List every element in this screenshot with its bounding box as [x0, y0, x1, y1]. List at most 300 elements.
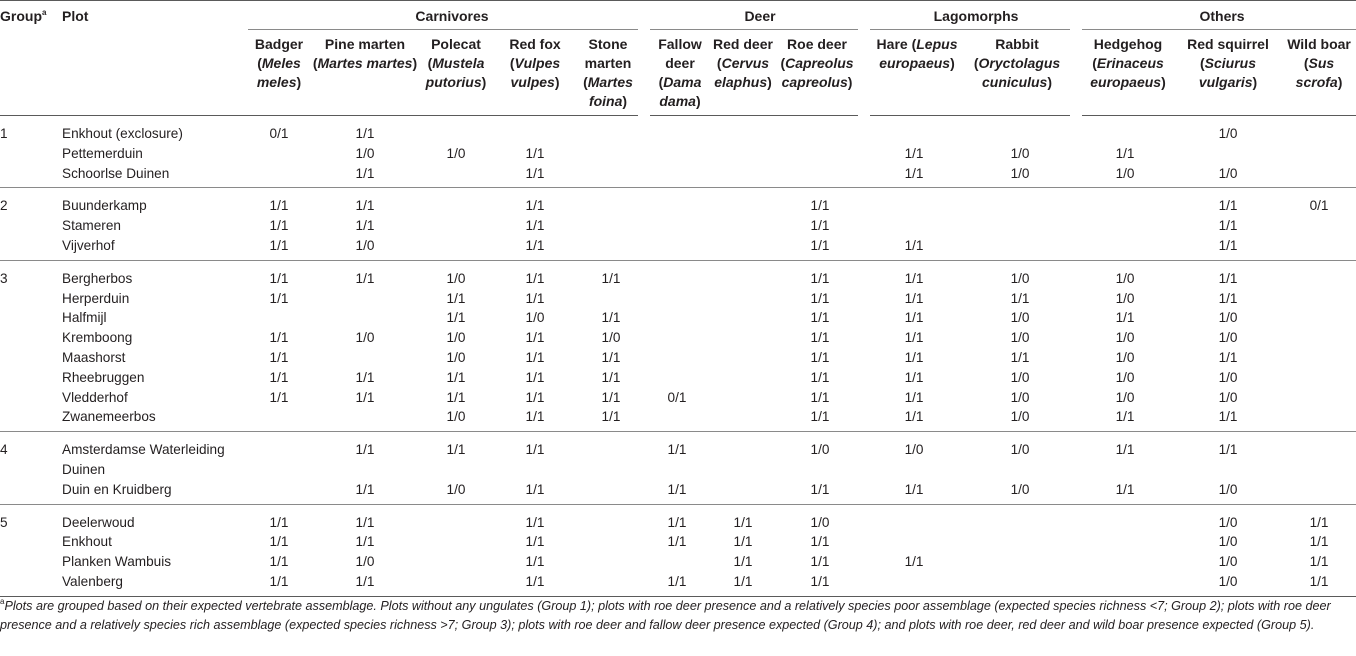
- occurrence-cell: 1/1: [446, 442, 466, 458]
- occurrence-cell: [1076, 188, 1174, 216]
- occurrence-cell: [420, 552, 492, 572]
- occurrence-cell: [310, 308, 420, 328]
- occurrence-cell: [964, 188, 1076, 216]
- occurrence-cell: 1/1: [525, 514, 545, 530]
- occurrence-cell: 1/1: [1309, 534, 1329, 550]
- group-number: [0, 144, 62, 164]
- table-row: [0, 328, 1356, 348]
- occurrence-cell: 1/1: [904, 554, 924, 570]
- occurrence-cell: 1/0: [1115, 270, 1135, 286]
- occurrence-cell: 1/1: [269, 369, 289, 385]
- occurrence-cell: [710, 216, 776, 236]
- table-row: [0, 308, 1356, 328]
- species-header-roe-deer: Roe deer (Capreolus capreolus): [776, 30, 864, 116]
- species-header-pine-marten: Pine marten (Martes martes): [310, 30, 420, 116]
- occurrence-cell: [1076, 236, 1174, 260]
- group-number: [0, 368, 62, 388]
- occurrence-cell: [864, 504, 964, 532]
- occurrence-cell: 1/1: [904, 369, 924, 385]
- occurrence-cell: 1/1: [525, 349, 545, 365]
- occurrence-cell: [1282, 116, 1356, 144]
- occurrence-cell: 1/0: [1010, 270, 1030, 286]
- occurrence-cell: 1/1: [1218, 349, 1238, 365]
- occurrence-cell: 1/1: [1218, 409, 1238, 425]
- occurrence-cell: [644, 164, 710, 188]
- plot-name: Stameren: [62, 218, 121, 234]
- occurrence-cell: 1/0: [1115, 349, 1135, 365]
- occurrence-cell: 1/1: [355, 218, 375, 234]
- plot-name: Duin en Kruidberg: [62, 481, 172, 497]
- occurrence-cell: [578, 116, 644, 144]
- occurrence-cell: 1/1: [1115, 145, 1135, 161]
- occurrence-cell: 1/1: [733, 514, 753, 530]
- occurrence-cell: 1/0: [1218, 534, 1238, 550]
- occurrence-cell: 1/1: [810, 310, 830, 326]
- occurrence-cell: [248, 144, 310, 164]
- occurrence-cell: [310, 289, 420, 309]
- occurrence-cell: 1/1: [525, 330, 545, 346]
- occurrence-cell: 1/1: [1115, 409, 1135, 425]
- occurrence-cell: [578, 188, 644, 216]
- occurrence-cell: [1076, 532, 1174, 552]
- table-footnote: $^a$Plots are grouped based on their expected vertebrate assemblage. Plots without any ungulates (Group 1); plots with roe deer presence and a relatively species poor assemblage (expected species richness <7; Group 2); plots with roe deer presence and a relatively species rich assemblage (expected species richness >7; Group 3); plots with roe deer and fallow deer presence expected (Group 4); and plots with roe deer, red deer and wild boar presence expected (Group 5).: [0, 596, 1356, 636]
- occurrence-cell: 1/0: [355, 145, 375, 161]
- occurrence-cell: [1076, 504, 1174, 532]
- plot-column-header: Plot: [62, 1, 248, 116]
- category-deer: Deer: [644, 1, 864, 30]
- occurrence-cell: [710, 348, 776, 368]
- occurrence-cell: [710, 368, 776, 388]
- occurrence-cell: [1076, 552, 1174, 572]
- occurrence-cell: [864, 532, 964, 552]
- occurrence-cell: 1/1: [904, 145, 924, 161]
- occurrence-cell: 1/1: [269, 349, 289, 365]
- occurrence-cell: 1/0: [1218, 165, 1238, 181]
- occurrence-cell: 1/1: [525, 573, 545, 589]
- occurrence-cell: 1/1: [810, 534, 830, 550]
- occurrence-cell: [644, 260, 710, 288]
- occurrence-cell: 1/1: [1218, 270, 1238, 286]
- occurrence-cell: 1/0: [1010, 310, 1030, 326]
- occurrence-cell: 1/1: [810, 218, 830, 234]
- occurrence-cell: 1/0: [1010, 442, 1030, 458]
- occurrence-cell: 1/1: [904, 409, 924, 425]
- table-row: [0, 407, 1356, 431]
- occurrence-cell: 1/1: [904, 290, 924, 306]
- occurrence-cell: 1/0: [446, 145, 466, 161]
- occurrence-cell: 1/1: [446, 369, 466, 385]
- occurrence-cell: 1/1: [733, 534, 753, 550]
- occurrence-cell: 1/1: [904, 389, 924, 405]
- occurrence-cell: [964, 532, 1076, 552]
- category-carnivores: Carnivores: [248, 1, 644, 30]
- occurrence-cell: 1/0: [1115, 330, 1135, 346]
- occurrence-cell: 0/1: [667, 389, 687, 405]
- occurrence-cell: 1/1: [525, 145, 545, 161]
- occurrence-cell: 1/1: [601, 409, 621, 425]
- occurrence-cell: [1076, 216, 1174, 236]
- species-header-badger: Badger (Meles meles): [248, 30, 310, 116]
- occurrence-cell: 1/1: [525, 409, 545, 425]
- table-row: [0, 260, 1356, 288]
- group-number: [0, 572, 62, 596]
- occurrence-cell: 1/1: [525, 369, 545, 385]
- table-row: [0, 552, 1356, 572]
- occurrence-cell: 1/0: [446, 330, 466, 346]
- occurrence-cell: [644, 236, 710, 260]
- occurrence-cell: 1/1: [269, 514, 289, 530]
- occurrence-cell: 1/1: [446, 310, 466, 326]
- plot-name: Vijverhof: [62, 237, 115, 253]
- occurrence-cell: 1/1: [904, 481, 924, 497]
- occurrence-cell: 1/1: [1309, 514, 1329, 530]
- occurrence-cell: [420, 164, 492, 188]
- occurrence-cell: 1/1: [810, 349, 830, 365]
- table-row: [0, 289, 1356, 309]
- occurrence-cell: 1/0: [1115, 165, 1135, 181]
- occurrence-cell: [1282, 216, 1356, 236]
- occurrence-cell: [420, 188, 492, 216]
- occurrence-cell: 1/1: [355, 514, 375, 530]
- plot-name: Vledderhof: [62, 389, 128, 405]
- occurrence-cell: [644, 144, 710, 164]
- occurrence-cell: 1/1: [525, 290, 545, 306]
- table-row: [0, 388, 1356, 408]
- occurrence-cell: [864, 216, 964, 236]
- occurrence-cell: [1282, 308, 1356, 328]
- species-header-stone-marten: Stone marten (Martes foina): [578, 30, 644, 116]
- table-row: [0, 144, 1356, 164]
- species-header-red-deer: Red deer (Cervus elaphus): [710, 30, 776, 116]
- occurrence-cell: [644, 116, 710, 144]
- plot-name: Enkhout: [62, 534, 112, 550]
- occurrence-cell: 1/1: [269, 237, 289, 253]
- occurrence-cell: 1/0: [1010, 165, 1030, 181]
- occurrence-cell: 1/1: [810, 481, 830, 497]
- occurrence-cell: 1/0: [1218, 481, 1238, 497]
- occurrence-cell: [644, 188, 710, 216]
- plot-name: Enkhout (exclosure): [62, 126, 183, 141]
- occurrence-cell: [710, 289, 776, 309]
- occurrence-cell: [420, 504, 492, 532]
- table-row: [0, 504, 1356, 532]
- occurrence-cell: 1/1: [355, 442, 375, 458]
- occurrence-cell: 1/1: [1218, 198, 1238, 214]
- occurrence-cell: 1/1: [525, 554, 545, 570]
- occurrence-cell: 1/1: [904, 165, 924, 181]
- plot-name: Pettemerduin: [62, 145, 143, 161]
- occurrence-cell: 1/0: [446, 270, 466, 286]
- occurrence-cell: 1/1: [525, 442, 545, 458]
- occurrence-cell: [310, 348, 420, 368]
- occurrence-cell: [710, 144, 776, 164]
- occurrence-cell: 1/1: [525, 481, 545, 497]
- occurrence-cell: [644, 216, 710, 236]
- occurrence-cell: 1/0: [1010, 145, 1030, 161]
- group-3-rows: [0, 260, 1356, 431]
- occurrence-cell: 1/1: [904, 270, 924, 286]
- occurrence-cell: [1282, 348, 1356, 368]
- occurrence-cell: 1/1: [525, 218, 545, 234]
- occurrence-cell: 1/1: [355, 165, 375, 181]
- occurrence-cell: [1282, 236, 1356, 260]
- occurrence-cell: [644, 368, 710, 388]
- group-number: [0, 552, 62, 572]
- occurrence-cell: 1/1: [355, 270, 375, 286]
- occurrence-cell: 1/0: [601, 330, 621, 346]
- occurrence-cell: [578, 552, 644, 572]
- occurrence-cell: 1/1: [355, 534, 375, 550]
- occurrence-cell: 1/0: [904, 442, 924, 458]
- occurrence-cell: [1282, 289, 1356, 309]
- category-others: Others: [1076, 1, 1356, 30]
- plot-name: Zwanemeerbos: [62, 409, 156, 425]
- occurrence-cell: [420, 236, 492, 260]
- occurrence-cell: [578, 532, 644, 552]
- occurrence-cell: 1/0: [1218, 310, 1238, 326]
- occurrence-cell: 1/1: [733, 573, 753, 589]
- occurrence-cell: [1282, 144, 1356, 164]
- occurrence-cell: [964, 552, 1076, 572]
- group-number: [0, 348, 62, 368]
- occurrence-cell: 1/1: [525, 389, 545, 405]
- occurrence-cell: 1/1: [810, 290, 830, 306]
- occurrence-cell: [964, 116, 1076, 144]
- occurrence-cell: 1/1: [1115, 442, 1135, 458]
- occurrence-cell: 1/0: [355, 554, 375, 570]
- table-row: [0, 236, 1356, 260]
- occurrence-cell: 1/1: [525, 198, 545, 214]
- plot-name: Buunderkamp: [62, 198, 147, 214]
- plot-name: Deelerwoud: [62, 514, 135, 530]
- occurrence-cell: [578, 480, 644, 504]
- occurrence-cell: 1/0: [1218, 126, 1238, 141]
- occurrence-cell: 1/0: [1218, 554, 1238, 570]
- group-number: [0, 328, 62, 348]
- occurrence-cell: [644, 407, 710, 431]
- occurrence-cell: 1/1: [446, 389, 466, 405]
- occurrence-cell: 1/1: [810, 330, 830, 346]
- occurrence-cell: 1/1: [667, 481, 687, 497]
- occurrence-cell: 1/1: [269, 534, 289, 550]
- table-row: [0, 368, 1356, 388]
- group-4-rows: [0, 432, 1356, 504]
- occurrence-cell: [248, 407, 310, 431]
- occurrence-cell: 1/1: [355, 126, 375, 141]
- occurrence-cell: [710, 388, 776, 408]
- occurrence-cell: [710, 188, 776, 216]
- occurrence-cell: 1/0: [810, 442, 830, 458]
- plot-name: Bergherbos: [62, 270, 133, 286]
- occurrence-cell: 1/1: [269, 198, 289, 214]
- occurrence-cell: 1/1: [1218, 218, 1238, 234]
- occurrence-cell: 1/0: [1010, 481, 1030, 497]
- table-row: [0, 480, 1356, 504]
- table-row: [0, 116, 1356, 144]
- occurrence-cell: 1/1: [1115, 310, 1135, 326]
- occurrence-cell: [310, 407, 420, 431]
- occurrence-cell: [248, 308, 310, 328]
- occurrence-cell: [578, 144, 644, 164]
- occurrence-cell: [420, 572, 492, 596]
- occurrence-cell: [644, 289, 710, 309]
- occurrence-cell: 1/1: [810, 237, 830, 253]
- occurrence-cell: 1/1: [525, 165, 545, 181]
- occurrence-cell: [1282, 432, 1356, 480]
- group-column-header: Group$^a$: [0, 1, 62, 116]
- plot-name: Planken Wambuis: [62, 554, 172, 570]
- occurrence-cell: [578, 572, 644, 596]
- group-number: [0, 164, 62, 188]
- occurrence-cell: [644, 348, 710, 368]
- occurrence-cell: [864, 572, 964, 596]
- group-number: 1: [0, 126, 8, 141]
- species-header-fallow-deer: Fallow deer (Dama dama): [644, 30, 710, 116]
- occurrence-cell: 1/1: [525, 534, 545, 550]
- occurrence-cell: 1/1: [269, 290, 289, 306]
- occurrence-cell: [1282, 368, 1356, 388]
- occurrence-cell: 1/1: [269, 573, 289, 589]
- group-number: [0, 532, 62, 552]
- occurrence-cell: 1/1: [269, 330, 289, 346]
- occurrence-cell: 1/1: [733, 554, 753, 570]
- occurrence-cell: [710, 260, 776, 288]
- occurrence-cell: 1/1: [1115, 481, 1135, 497]
- group-number: 4: [0, 442, 8, 458]
- group-number: 3: [0, 270, 8, 286]
- occurrence-cell: 1/0: [355, 330, 375, 346]
- occurrence-cell: [644, 328, 710, 348]
- occurrence-cell: 1/1: [904, 237, 924, 253]
- occurrence-cell: [710, 164, 776, 188]
- occurrence-cell: [964, 236, 1076, 260]
- occurrence-cell: [644, 308, 710, 328]
- occurrence-cell: [578, 164, 644, 188]
- occurrence-cell: [710, 236, 776, 260]
- occurrence-cell: 1/1: [269, 270, 289, 286]
- occurrence-cell: [420, 216, 492, 236]
- occurrence-cell: [644, 552, 710, 572]
- occurrence-cell: 1/1: [355, 389, 375, 405]
- occurrence-cell: 1/1: [1218, 290, 1238, 306]
- occurrence-cell: 1/0: [1218, 389, 1238, 405]
- table-row: [0, 216, 1356, 236]
- group-number: [0, 407, 62, 431]
- occurrence-cell: [420, 116, 492, 144]
- occurrence-cell: 1/0: [1115, 389, 1135, 405]
- occurrence-cell: 1/1: [667, 573, 687, 589]
- occurrence-cell: [710, 116, 776, 144]
- group-number: 5: [0, 514, 8, 530]
- occurrence-cell: 1/0: [1010, 369, 1030, 385]
- occurrence-cell: [1282, 480, 1356, 504]
- occurrence-cell: 1/1: [269, 218, 289, 234]
- occurrence-cell: 1/0: [1115, 290, 1135, 306]
- occurrence-cell: 1/1: [446, 290, 466, 306]
- occurrence-cell: [776, 164, 864, 188]
- occurrence-cell: 1/1: [667, 534, 687, 550]
- occurrence-cell: [864, 116, 964, 144]
- occurrence-cell: 1/1: [601, 349, 621, 365]
- occurrence-cell: 1/1: [810, 573, 830, 589]
- group-2-rows: [0, 188, 1356, 260]
- group-1-rows: [0, 116, 1356, 188]
- group-number: [0, 388, 62, 408]
- occurrence-cell: 1/0: [1010, 330, 1030, 346]
- group-number: [0, 216, 62, 236]
- occurrence-cell: [1076, 116, 1174, 144]
- occurrence-cell: 1/1: [810, 270, 830, 286]
- occurrence-cell: [864, 188, 964, 216]
- occurrence-cell: [710, 308, 776, 328]
- occurrence-cell: 1/1: [810, 389, 830, 405]
- occurrence-cell: 1/1: [1218, 237, 1238, 253]
- occurrence-cell: 0/1: [1309, 198, 1329, 214]
- occurrence-cell: 1/1: [1218, 442, 1238, 458]
- species-header-rabbit: Rabbit (Oryctolagus cuniculus): [964, 30, 1076, 116]
- occurrence-cell: 1/1: [904, 330, 924, 346]
- occurrence-cell: 1/0: [1115, 369, 1135, 385]
- occurrence-cell: [248, 164, 310, 188]
- table-row: [0, 532, 1356, 552]
- plot-name: Amsterdamse Waterleiding Duinen: [62, 442, 225, 477]
- occurrence-cell: [578, 432, 644, 480]
- occurrence-cell: 1/1: [904, 310, 924, 326]
- plot-name: Schoorlse Duinen: [62, 165, 170, 181]
- table-row: [0, 432, 1356, 480]
- occurrence-cell: [1282, 260, 1356, 288]
- occurrence-cell: [776, 144, 864, 164]
- occurrence-cell: 1/1: [269, 389, 289, 405]
- plot-name: Kremboong: [62, 330, 133, 346]
- occurrence-cell: [578, 504, 644, 532]
- occurrence-cell: 1/0: [1218, 330, 1238, 346]
- occurrence-cell: [1076, 572, 1174, 596]
- occurrence-cell: 1/1: [601, 310, 621, 326]
- occurrence-cell: [710, 407, 776, 431]
- occurrence-cell: [964, 572, 1076, 596]
- plot-name: Valenberg: [62, 573, 123, 589]
- plot-name: Herperduin: [62, 290, 130, 306]
- occurrence-cell: [1174, 144, 1282, 164]
- group-number: [0, 236, 62, 260]
- species-header-hedgehog: Hedgehog (Erinaceus europaeus): [1076, 30, 1174, 116]
- occurrence-cell: 1/1: [667, 442, 687, 458]
- occurrence-cell: 1/1: [810, 554, 830, 570]
- occurrence-cell: [964, 216, 1076, 236]
- occurrence-cell: 1/1: [667, 514, 687, 530]
- occurrence-cell: [578, 216, 644, 236]
- table-row: [0, 348, 1356, 368]
- table-row: [0, 572, 1356, 596]
- table-row: [0, 164, 1356, 188]
- occurrence-cell: 1/0: [1218, 514, 1238, 530]
- occurrence-cell: 1/0: [355, 237, 375, 253]
- occurrence-cell: 1/1: [1010, 290, 1030, 306]
- group-number: 2: [0, 198, 8, 214]
- occurrence-cell: 1/1: [1309, 554, 1329, 570]
- occurrence-cell: [1282, 407, 1356, 431]
- occurrence-cell: 1/0: [446, 481, 466, 497]
- occurrence-cell: [578, 289, 644, 309]
- plot-name: Rheebruggen: [62, 369, 145, 385]
- occurrence-cell: 1/1: [601, 369, 621, 385]
- occurrence-cell: 1/1: [355, 198, 375, 214]
- occurrence-cell: 1/0: [1010, 409, 1030, 425]
- occurrence-cell: [710, 480, 776, 504]
- species-header-red-squirrel: Red squirrel (Sciurus vulgaris): [1174, 30, 1282, 116]
- occurrence-cell: 1/1: [810, 198, 830, 214]
